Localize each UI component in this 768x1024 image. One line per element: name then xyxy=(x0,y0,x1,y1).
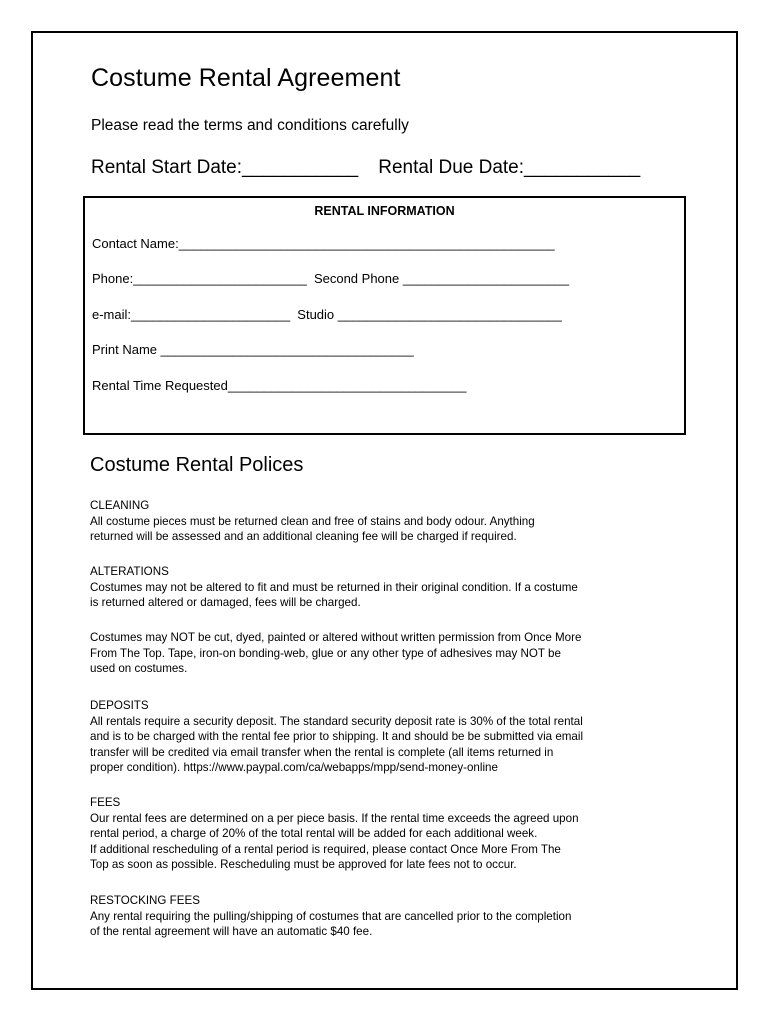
policy-cleaning xyxy=(90,498,690,545)
email-studio-fields: e-mail:______________________ Studio _______________________________ xyxy=(92,307,562,322)
policy-fees xyxy=(90,795,690,873)
policy-line: of the rental agreement will have an automatic $40 fee. xyxy=(90,925,373,938)
policy-line: transfer will be credited via email transfer when the rental is complete (all items returned in xyxy=(90,745,554,759)
rental-information-box xyxy=(83,196,686,435)
document-title: Costume Rental Agreement xyxy=(91,64,401,92)
policy-title: ALTERATIONS xyxy=(90,565,169,578)
phone-fields: Phone:________________________ Second Phone _______________________ xyxy=(92,271,570,286)
policy-line: rental period, a charge of 20% of the total rental will be added for each additional week. xyxy=(90,827,538,840)
rental-due-date-field: Rental Due Date:___________ xyxy=(378,157,641,178)
policy-line: Our rental fees are determined on a per piece basis. If the rental time exceeds the agreed upon xyxy=(90,811,579,825)
policy-line: and is to be charged with the rental fee prior to shipping. It and should be be submitted via email xyxy=(90,730,584,743)
policy-alterations xyxy=(90,564,690,611)
rental-time-field: Rental Time Requested_________________________________ xyxy=(92,378,467,393)
policy-no-cut xyxy=(90,630,690,677)
policy-line: All costume pieces must be returned clean and free of stains and body odour. Anything xyxy=(90,514,535,528)
document-subtitle: Please read the terms and conditions carefully xyxy=(91,117,409,134)
policy-line: Any rental requiring the pulling/shipping of costumes that are cancelled prior to the completion xyxy=(90,909,572,923)
policy-title: CLEANING xyxy=(90,499,150,512)
policy-title: RESTOCKING FEES xyxy=(90,894,200,907)
rental-start-date-field: Rental Start Date:___________ xyxy=(91,157,359,178)
policy-restocking-fees xyxy=(90,893,690,940)
policy-title: DEPOSITS xyxy=(90,699,149,712)
policy-line: used on costumes. xyxy=(90,662,188,675)
rental-dates-line xyxy=(91,157,640,179)
print-name-field: Print Name ___________________________________ xyxy=(92,342,414,357)
policy-line: Costumes may not be altered to fit and must be returned in their original condition. If a costume xyxy=(90,580,578,594)
policy-deposits xyxy=(90,698,690,776)
policy-line: If additional rescheduling of a rental period is required, please contact Once More From The xyxy=(90,842,561,856)
contact-name-field: Contact Name:____________________________________________________ xyxy=(92,236,555,251)
policy-line: All rentals require a security deposit. The standard security deposit rate is 30% of the total rental xyxy=(90,714,583,728)
policies-heading: Costume Rental Polices xyxy=(90,454,304,476)
policy-line: is returned altered or damaged, fees will be charged. xyxy=(90,596,361,609)
rental-information-heading: RENTAL INFORMATION xyxy=(314,204,455,218)
policy-line: returned will be assessed and an additional cleaning fee will be charged if required. xyxy=(90,530,517,543)
policy-line: proper condition). https://www.paypal.com/ca/webapps/mpp/send-money-online xyxy=(90,761,498,774)
policy-line: Top as soon as possible. Rescheduling must be approved for late fees not to occur. xyxy=(90,858,517,871)
policy-line: Costumes may NOT be cut, dyed, painted or altered without written permission from Once More xyxy=(90,631,582,644)
policy-title: FEES xyxy=(90,796,121,809)
policy-line: From The Top. Tape, iron-on bonding-web, glue or any other type of adhesives may NOT be xyxy=(90,646,561,660)
